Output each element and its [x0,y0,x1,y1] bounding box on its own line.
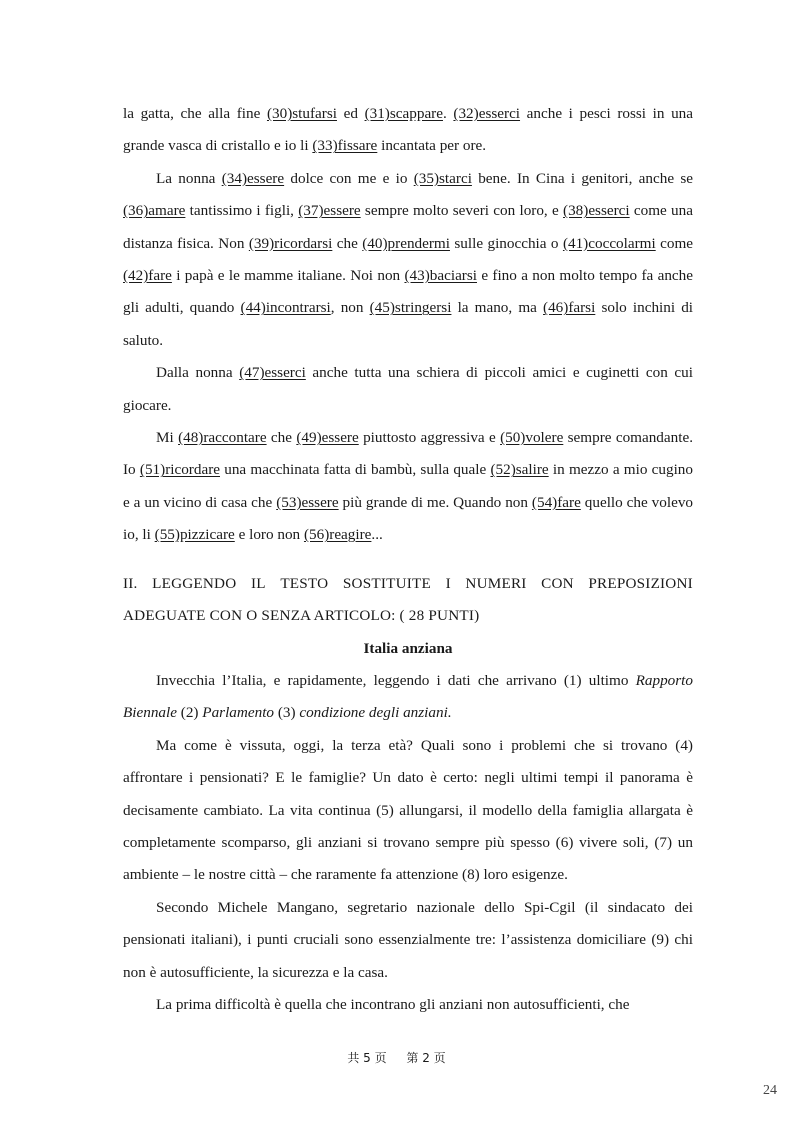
verb-blank: (44)incontrarsi [240,299,331,317]
text-segment: La nonna [156,169,222,187]
text-segment: la gatta, che alla fine [123,105,267,122]
verb-blank: (41)coccolarmi [562,234,656,252]
text-segment: Invecchia l’Italia, e rapidamente, leggendo i dati che arrivano (1) ultimo [156,671,636,689]
text-segment: sempre comandante. Io [123,429,693,479]
verb-blank: (50)volere [500,429,564,447]
section-heading-line1 [123,568,693,600]
section-heading-line2: ADEGUATE CON O SENZA ARTICOLO: ( 28 PUNTI) [123,607,480,625]
exam-page [123,98,693,1021]
text-segment: (2) [176,704,203,722]
verb-blank: (48)raccontare [178,429,267,447]
paragraph [123,892,693,989]
text-segment: la mano, ma [451,299,544,317]
verb-blank: (51)ricordare [139,461,220,479]
text-segment: quello che volevo io, li [123,493,694,544]
verb-blank: (37)essere [298,202,361,220]
text-segment: Ma come è vissuta, oggi, la terza età? Quali sono i problemi che si trovano (4) affrontare i pensionati? E le famiglie? Un dato è certo: negli ultimi tempi il panorama è decisamente cambiato. La vita continua (5) allungarsi, il modello della famiglia allargata è completamente scomparso, gli anziani si trovano sempre più spesso (6) vivere soli, (7) un ambiente – le nostre città – che raramente fa attenzione (8) loro esigenze. [123,736,693,884]
text-segment: una macchinata fatta di bambù, sulla quale [220,461,491,479]
paragraph [123,357,693,422]
paragraph [123,730,693,892]
text-segment: Mi [156,429,179,447]
current-page-label: 第 2 页 [406,1051,446,1065]
heading-word: CON [541,574,574,592]
paragraph [123,163,693,357]
verb-blank: (34)essere [221,169,285,187]
text-segment: come [655,234,694,252]
text-segment: più grande di me. Quando non [338,493,532,511]
heading-word: NUMERI [465,574,527,592]
text-segment: piuttosto aggressiva e [358,429,501,447]
verb-blank: (54)fare [531,493,581,511]
heading-word: PREPOSIZIONI [588,574,693,592]
total-pages-label: 共 5 页 [347,1051,387,1065]
section-2-heading [123,568,693,633]
verb-blank: (49)essere [296,429,359,447]
text-segment: e loro non [234,526,304,544]
text-segment: ... [371,526,383,544]
text-segment: e fino a non molto tempo fa anche gli adulti, quando [123,267,693,317]
text-segment: anche tutta una schiera di piccoli amici e cuginetti con cui giocare. [123,364,693,414]
text-segment: (3) [274,704,300,722]
verb-blank: (47)esserci [239,364,306,382]
verb-blank: (32)esserci [453,105,521,122]
verb-blank: (35)starci [413,169,472,187]
verb-blank: (52)salire [490,461,549,479]
page-footer [0,1049,793,1066]
heading-word: SOSTITUITE [342,574,431,592]
text-segment: incantata per ore. [377,137,487,155]
text-segment: sempre molto severi con loro, e [360,202,564,220]
heading-word: LEGGENDO [152,574,237,592]
text-segment: tantissimo i figli, [185,202,299,220]
verb-blank: (56)reagire [303,526,372,544]
paragraph [123,422,693,552]
heading-word: IL [250,574,266,592]
verb-blank: (43)baciarsi [404,267,477,285]
text-segment: bene. In Cina i genitori, anche se [471,169,693,187]
paragraph [123,98,693,163]
text-segment: in mezzo a mio cugino e a un vicino di casa che [123,461,693,511]
text-segment: i papà e le mamme italiane. Noi non [171,267,405,285]
paragraph [123,665,693,730]
text-segment: ed [336,105,365,122]
text-segment: dolce con me e io [284,169,414,187]
verb-blank: (45)stringersi [369,299,452,317]
text-segment: . [442,105,454,122]
text-segment: La prima difficoltà è quella che incontrano gli anziani non autosufficienti, che [156,995,630,1013]
exercise-part2-text [123,665,693,1021]
paragraph [123,989,693,1021]
heading-word: I [445,574,451,592]
text-segment: , non [330,299,370,317]
text-segment: Secondo Michele Mangano, segretario nazionale dello Spi-Cgil (il sindacato dei pensionati italiani), i punti cruciali sono essenzialmente tre: l’assistenza domiciliare (9) chi non è autosufficiente, la sicurezza e la casa. [123,898,693,981]
verb-blank: (31)scappare [364,105,443,122]
exercise-part1-text [123,98,693,552]
verb-blank: (39)ricordarsi [248,234,333,252]
verb-blank: (30)stufarsi [266,105,337,122]
text-segment: che [266,429,297,447]
text-segment: solo inchini di saluto. [123,299,694,349]
heading-word: II. [123,574,138,592]
verb-blank: (33)fissare [312,137,378,155]
italic-text: Rapporto Biennale [123,671,693,722]
verb-blank: (46)farsi [543,299,596,317]
text-segment: sulle ginocchia o [449,234,563,252]
verb-blank: (55)pizzicare [154,526,235,544]
text-segment: anche i pesci rossi in una grande vasca di cristallo e io li [123,105,693,155]
italic-text: Parlamento [202,704,275,722]
verb-blank: (36)amare [123,202,186,220]
verb-blank: (40)prendermi [362,234,450,252]
page-number: 24 [763,1083,777,1098]
verb-blank: (53)essere [276,493,339,511]
verb-blank: (42)fare [123,267,172,285]
italic-text: condizione degli anziani. [299,704,452,722]
text-segment: che [332,234,363,252]
text-segment: Dalla nonna [156,364,240,382]
heading-word: TESTO [280,574,329,592]
verb-blank: (38)esserci [563,202,630,220]
article-title: Italia anziana [363,639,453,657]
text-segment: come una distanza fisica. Non [123,202,693,252]
